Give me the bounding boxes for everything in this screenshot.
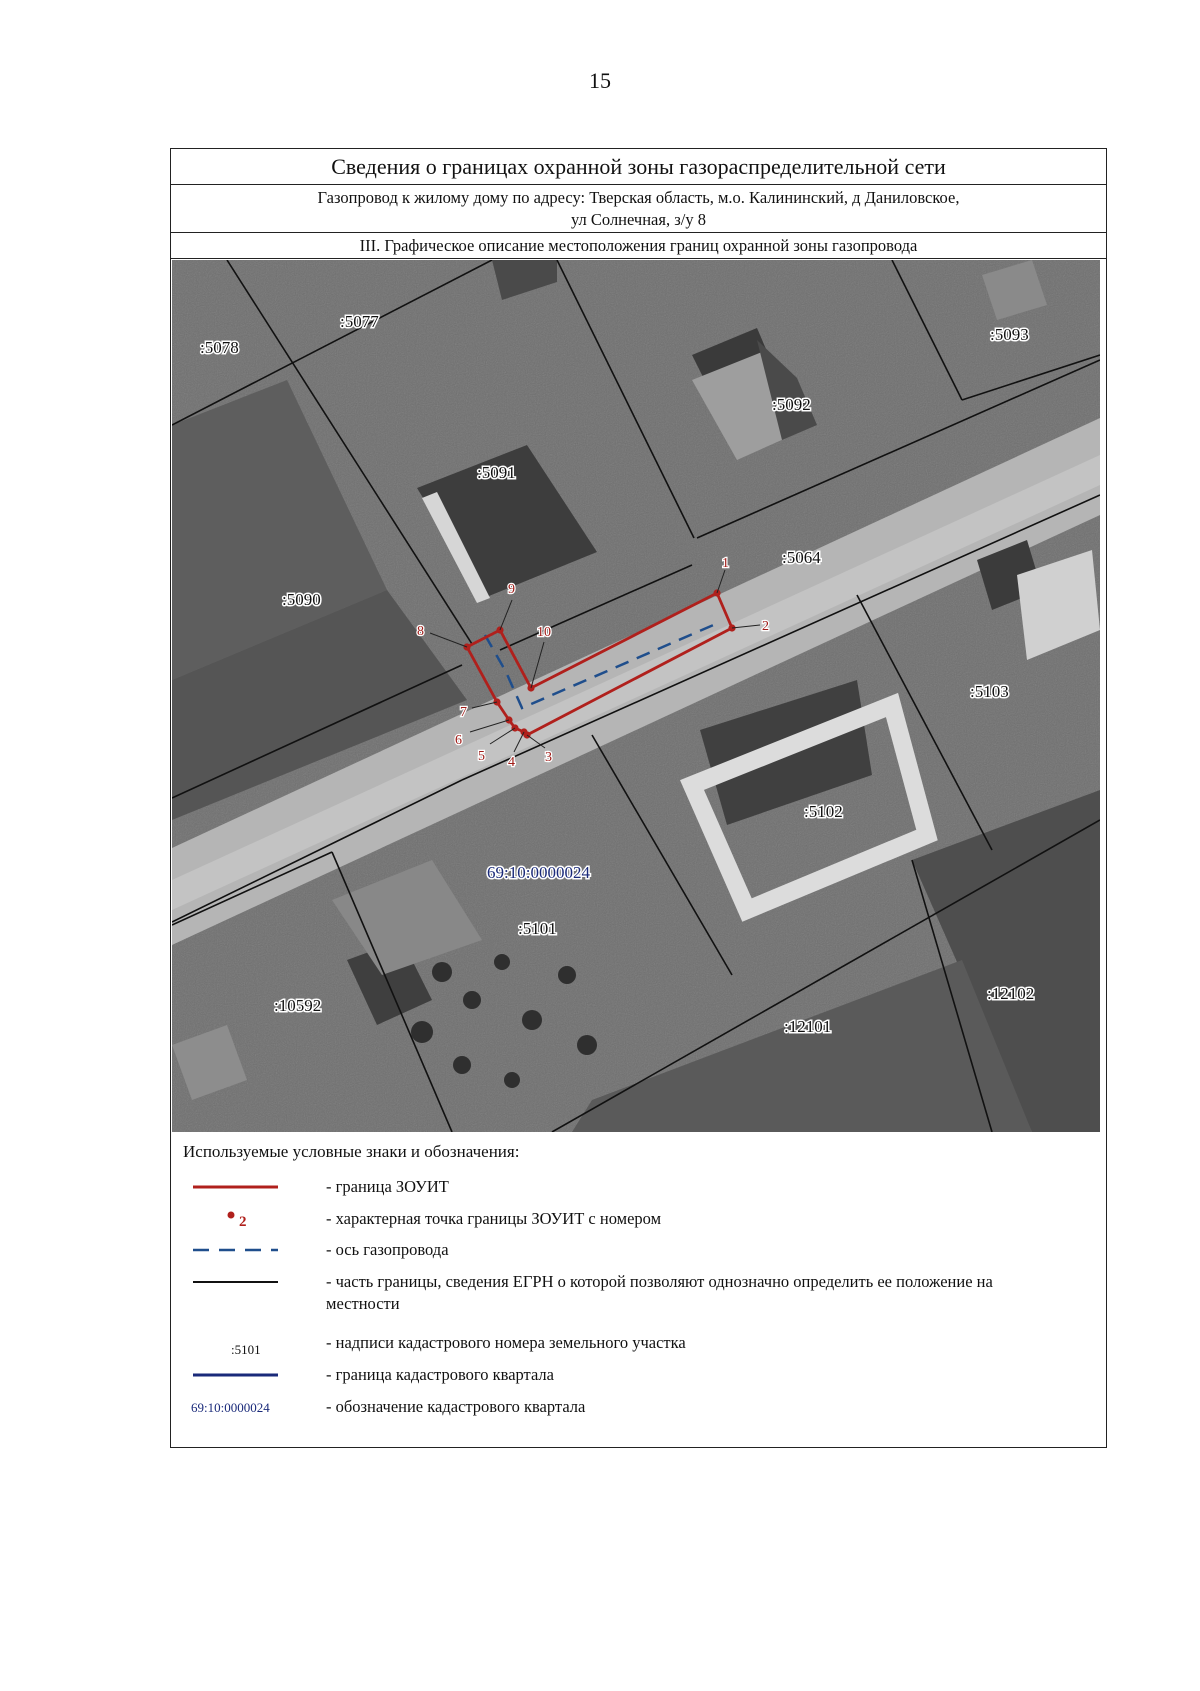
legend-text: - часть границы, сведения ЕГРН о которой позволяют однозначно определить ее положение на местности — [326, 1272, 993, 1313]
object-line-2: ул Солнечная, з/у 8 — [571, 210, 706, 229]
parcel-label-5091: :5091 — [477, 463, 516, 482]
legend-item-quarter-boundary — [171, 1360, 1106, 1390]
legend-symbol-parcel-label — [183, 1330, 283, 1360]
legend-symbol-red-line — [183, 1172, 283, 1202]
document-title: Сведения о границах охранной зоны газораспределительной сети — [171, 149, 1106, 185]
legend-symbol-navy-line — [183, 1360, 283, 1390]
parcel-label-5102: :5102 — [804, 802, 843, 821]
point-label-10: 10 — [537, 625, 551, 640]
parcel-label-5093: :5093 — [990, 325, 1029, 344]
svg-text::5101: :5101 — [231, 1342, 261, 1357]
point-label-1: 1 — [722, 556, 729, 571]
map-view[interactable] — [172, 260, 1100, 1132]
legend-item-egrn-boundary — [171, 1267, 1106, 1317]
object-line-1: Газопровод к жилому дому по адресу: Тверская область, м.о. Калининский, д Даниловское, — [317, 188, 960, 207]
legend-text: - надписи кадастрового номера земельного участка — [326, 1333, 686, 1352]
legend-item-quarter-label — [171, 1392, 1106, 1422]
legend-text: - обозначение кадастрового квартала — [326, 1397, 586, 1416]
quarter-label: 69:10:0000024 — [487, 863, 590, 882]
legend-symbol-quarter-label — [183, 1392, 283, 1422]
map-canvas[interactable] — [172, 260, 1100, 1132]
parcel-label-5064: :5064 — [782, 548, 821, 567]
point-label-2: 2 — [762, 619, 769, 634]
section-title: III. Графическое описание местоположения границ охранной зоны газопровода — [171, 233, 1106, 259]
legend-symbol-red-point — [183, 1204, 283, 1234]
point-label-8: 8 — [417, 624, 424, 639]
parcel-label-5092: :5092 — [772, 395, 811, 414]
point-label-3: 3 — [545, 750, 552, 765]
point-label-4: 4 — [508, 755, 515, 770]
parcel-label-5078: :5078 — [200, 338, 239, 357]
point-label-5: 5 — [478, 749, 485, 764]
point-label-9: 9 — [508, 582, 515, 597]
legend-symbol-blue-dashed-line — [183, 1235, 283, 1265]
document-frame — [170, 148, 1107, 1448]
parcel-label-12102: :12102 — [987, 984, 1035, 1003]
legend-item-pipeline-axis — [171, 1235, 1106, 1265]
legend-text: - характерная точка границы ЗОУИТ с номером — [326, 1209, 662, 1228]
point-label-6: 6 — [455, 733, 462, 748]
legend-symbol-black-line — [183, 1267, 283, 1297]
parcel-label-5090: :5090 — [282, 590, 321, 609]
point-label-7: 7 — [460, 705, 467, 720]
page-number: 15 — [589, 68, 611, 93]
object-description — [171, 185, 1106, 233]
legend-title: Используемые условные знаки и обозначения: — [183, 1142, 520, 1161]
svg-text:2: 2 — [239, 1214, 247, 1230]
parcel-label-10592: :10592 — [274, 996, 322, 1015]
legend-item-zone-boundary — [171, 1172, 1106, 1202]
svg-text:69:10:0000024: 69:10:0000024 — [191, 1400, 270, 1415]
legend-text: - ось газопровода — [326, 1240, 449, 1259]
parcel-label-5101: :5101 — [518, 919, 557, 938]
parcel-label-5077: :5077 — [340, 312, 379, 331]
legend-text: - граница кадастрового квартала — [326, 1365, 554, 1384]
legend-text: - граница ЗОУИТ — [326, 1177, 449, 1196]
legend-item-parcel-label — [171, 1330, 1106, 1360]
parcel-label-12101: :12101 — [784, 1017, 832, 1036]
parcel-label-5103: :5103 — [970, 682, 1009, 701]
legend-item-boundary-point — [171, 1204, 1106, 1234]
